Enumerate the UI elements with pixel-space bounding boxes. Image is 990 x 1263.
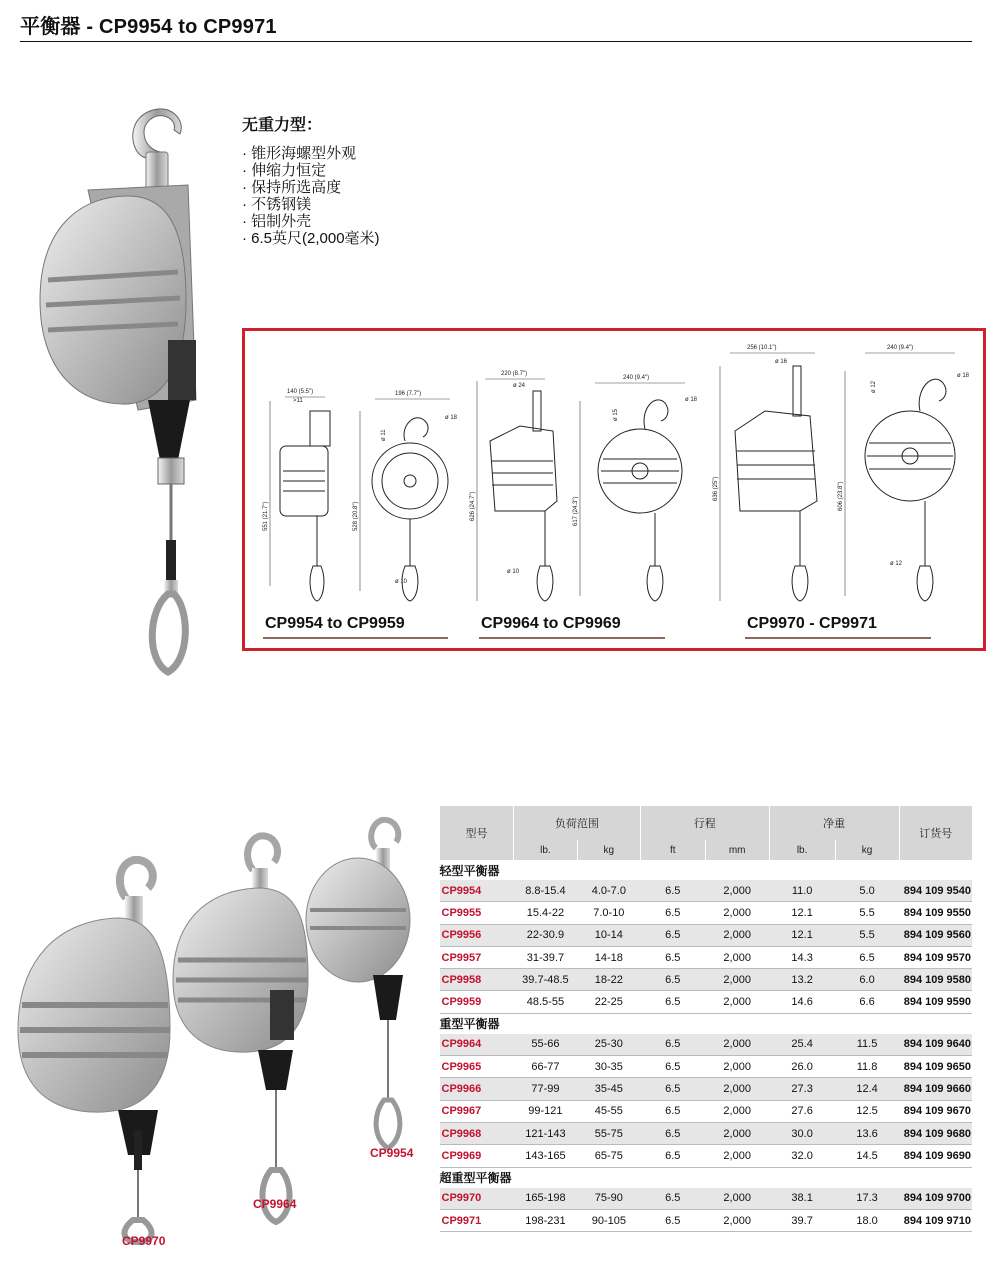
load-kg-cell: 45-55	[577, 1100, 640, 1122]
travel-mm-cell: 2,000	[705, 1056, 769, 1078]
model-cell: CP9967	[440, 1100, 514, 1122]
page-title: 平衡器 - CP9954 to CP9971	[20, 16, 277, 38]
feature-item: · 保持所选高度	[242, 179, 342, 196]
weight-kg-cell: 5.5	[835, 924, 899, 946]
load-kg-cell: 22-25	[577, 991, 640, 1013]
weight-kg-cell: 6.0	[835, 969, 899, 991]
features-heading: 无重力型：	[242, 117, 323, 134]
dim-label: ø 18	[957, 373, 970, 379]
photo-label-cp9964: CP9964	[253, 1197, 297, 1211]
model-cell: CP9964	[440, 1034, 514, 1056]
load-kg-cell: 30-35	[577, 1056, 640, 1078]
col-header-weight: 净重	[769, 806, 899, 840]
load-lb-cell: 31-39.7	[513, 946, 577, 968]
order-number-cell: 894 109 9540	[899, 880, 972, 902]
dim-label: >11	[293, 398, 303, 404]
col-header-load: 负荷范围	[513, 806, 640, 840]
dim-label: 528 (20.8")	[353, 501, 359, 531]
dim-label: 256 (10.1")	[747, 345, 777, 351]
travel-ft-cell: 6.5	[640, 1209, 705, 1231]
table-row	[440, 880, 973, 902]
weight-lb-cell: 27.3	[769, 1078, 835, 1100]
weight-lb-cell: 13.2	[769, 969, 835, 991]
weight-kg-cell: 13.6	[835, 1122, 899, 1144]
load-lb-cell: 22-30.9	[513, 924, 577, 946]
model-cell: CP9966	[440, 1078, 514, 1100]
order-number-cell: 894 109 9560	[899, 924, 972, 946]
travel-mm-cell: 2,000	[705, 924, 769, 946]
travel-ft-cell: 6.5	[640, 969, 705, 991]
load-kg-cell: 90-105	[577, 1209, 640, 1231]
drawing-cp9954-front	[353, 391, 458, 601]
unit-header: kg	[835, 840, 899, 860]
features-list	[242, 112, 380, 247]
weight-lb-cell: 27.6	[769, 1100, 835, 1122]
feature-item: · 伸缩力恒定	[242, 162, 327, 179]
drawing-cp9964-front	[573, 375, 698, 601]
load-lb-cell: 143-165	[513, 1145, 577, 1167]
load-kg-cell: 14-18	[577, 946, 640, 968]
unit-header: lb.	[513, 840, 577, 860]
dim-label: 240 (9.4")	[887, 345, 914, 351]
dim-label: ø 15	[613, 408, 619, 421]
spec-table-body	[440, 860, 973, 1232]
weight-lb-cell: 25.4	[769, 1034, 835, 1056]
load-lb-cell: 15.4-22	[513, 902, 577, 924]
travel-mm-cell: 2,000	[705, 946, 769, 968]
weight-kg-cell: 11.8	[835, 1056, 899, 1078]
photo-label-cp9970: CP9970	[122, 1234, 166, 1248]
spec-table	[439, 806, 972, 1232]
model-cell: CP9959	[440, 991, 514, 1013]
weight-kg-cell: 17.3	[835, 1188, 899, 1210]
weight-lb-cell: 12.1	[769, 902, 835, 924]
travel-ft-cell: 6.5	[640, 1056, 705, 1078]
dim-label: 636 (25")	[713, 476, 719, 501]
travel-ft-cell: 6.5	[640, 880, 705, 902]
caption-underline	[263, 637, 448, 639]
dim-label: 240 (9.4")	[623, 375, 650, 381]
weight-kg-cell: 12.5	[835, 1100, 899, 1122]
dim-label: ø 12	[890, 561, 903, 567]
order-number-cell: 894 109 9670	[899, 1100, 972, 1122]
load-kg-cell: 4.0-7.0	[577, 880, 640, 902]
order-number-cell: 894 109 9550	[899, 902, 972, 924]
travel-ft-cell: 6.5	[640, 991, 705, 1013]
balancer-photo-group	[8, 810, 428, 1250]
dim-label: ø 12	[871, 380, 877, 393]
order-number-cell: 894 109 9710	[899, 1209, 972, 1231]
dim-label: 617 (24.3")	[573, 496, 579, 526]
table-row	[440, 1188, 973, 1210]
col-header-order: 订货号	[899, 806, 972, 860]
travel-mm-cell: 2,000	[705, 880, 769, 902]
unit-header: lb.	[769, 840, 835, 860]
dim-label: 140 (5.5")	[287, 389, 314, 395]
weight-lb-cell: 14.3	[769, 946, 835, 968]
travel-mm-cell: 2,000	[705, 991, 769, 1013]
travel-mm-cell: 2,000	[705, 1209, 769, 1231]
photo-cp9954	[306, 820, 410, 1148]
col-header-travel: 行程	[640, 806, 769, 840]
load-lb-cell: 39.7-48.5	[513, 969, 577, 991]
drawing-cp9970-side	[713, 345, 817, 601]
weight-kg-cell: 5.5	[835, 902, 899, 924]
weight-lb-cell: 32.0	[769, 1145, 835, 1167]
table-row	[440, 924, 973, 946]
dim-label: 220 (8.7")	[501, 371, 528, 377]
dim-label: ø 10	[395, 579, 408, 585]
drawing-cp9964-side	[470, 371, 557, 601]
travel-mm-cell: 2,000	[705, 969, 769, 991]
travel-ft-cell: 6.5	[640, 902, 705, 924]
weight-kg-cell: 11.5	[835, 1034, 899, 1056]
col-header-model: 型号	[440, 806, 514, 860]
travel-mm-cell: 2,000	[705, 902, 769, 924]
model-cell: CP9968	[440, 1122, 514, 1144]
load-kg-cell: 25-30	[577, 1034, 640, 1056]
drawing-cp9954-side	[263, 389, 330, 601]
table-row	[440, 1145, 973, 1167]
load-lb-cell: 8.8-15.4	[513, 880, 577, 902]
group-row	[440, 860, 973, 880]
load-kg-cell: 7.0-10	[577, 902, 640, 924]
model-cell: CP9965	[440, 1056, 514, 1078]
load-lb-cell: 99-121	[513, 1100, 577, 1122]
table-row	[440, 969, 973, 991]
dim-label: 196 (7.7")	[395, 391, 422, 397]
title-divider	[20, 41, 972, 42]
travel-mm-cell: 2,000	[705, 1122, 769, 1144]
travel-mm-cell: 2,000	[705, 1078, 769, 1100]
group-label: 轻型平衡器	[440, 860, 973, 880]
balancer-photo-main	[18, 100, 218, 690]
feature-item: · 6.5英尺(2,000毫米)	[242, 230, 380, 247]
caption-cp9964: CP9964 to CP9969	[481, 615, 621, 632]
model-cell: CP9971	[440, 1209, 514, 1231]
caption-cp9954: CP9954 to CP9959	[265, 615, 405, 632]
travel-ft-cell: 6.5	[640, 1100, 705, 1122]
group-row	[440, 1167, 973, 1188]
dim-label: ø 10	[507, 569, 520, 575]
order-number-cell: 894 109 9700	[899, 1188, 972, 1210]
order-number-cell: 894 109 9580	[899, 969, 972, 991]
photo-cp9970	[18, 860, 170, 1242]
group-label: 超重型平衡器	[440, 1167, 973, 1188]
load-kg-cell: 55-75	[577, 1122, 640, 1144]
travel-mm-cell: 2,000	[705, 1100, 769, 1122]
travel-ft-cell: 6.5	[640, 1034, 705, 1056]
weight-kg-cell: 12.4	[835, 1078, 899, 1100]
load-kg-cell: 65-75	[577, 1145, 640, 1167]
group-label: 重型平衡器	[440, 1013, 973, 1034]
unit-header: mm	[705, 840, 769, 860]
load-lb-cell: 165-198	[513, 1188, 577, 1210]
dim-label: ø 18	[685, 397, 698, 403]
model-cell: CP9955	[440, 902, 514, 924]
order-number-cell: 894 109 9640	[899, 1034, 972, 1056]
model-cell: CP9970	[440, 1188, 514, 1210]
feature-item: · 锥形海螺型外观	[242, 145, 357, 162]
load-lb-cell: 48.5-55	[513, 991, 577, 1013]
weight-lb-cell: 38.1	[769, 1188, 835, 1210]
drawing-cp9970-front	[838, 345, 970, 601]
caption-cp9970: CP9970 - CP9971	[747, 615, 877, 632]
load-kg-cell: 18-22	[577, 969, 640, 991]
weight-lb-cell: 30.0	[769, 1122, 835, 1144]
weight-lb-cell: 14.6	[769, 991, 835, 1013]
load-lb-cell: 121-143	[513, 1122, 577, 1144]
order-number-cell: 894 109 9660	[899, 1078, 972, 1100]
weight-lb-cell: 39.7	[769, 1209, 835, 1231]
unit-header: ft	[640, 840, 705, 860]
travel-ft-cell: 6.5	[640, 1145, 705, 1167]
load-kg-cell: 75-90	[577, 1188, 640, 1210]
load-lb-cell: 55-66	[513, 1034, 577, 1056]
table-row	[440, 1056, 973, 1078]
weight-lb-cell: 26.0	[769, 1056, 835, 1078]
table-row	[440, 1100, 973, 1122]
photo-cp9964	[173, 836, 308, 1222]
order-number-cell: 894 109 9650	[899, 1056, 972, 1078]
table-row	[440, 1034, 973, 1056]
order-number-cell: 894 109 9590	[899, 991, 972, 1013]
table-row	[440, 902, 973, 924]
dim-label: 606 (23.8")	[838, 481, 844, 511]
travel-ft-cell: 6.5	[640, 1122, 705, 1144]
dim-label: ø 24	[513, 383, 526, 389]
dimension-drawings-box	[242, 328, 986, 651]
dim-label: 626 (24.7")	[470, 491, 476, 521]
weight-lb-cell: 11.0	[769, 880, 835, 902]
travel-ft-cell: 6.5	[640, 924, 705, 946]
load-lb-cell: 198-231	[513, 1209, 577, 1231]
feature-item: · 铝制外壳	[242, 213, 312, 230]
load-kg-cell: 35-45	[577, 1078, 640, 1100]
travel-ft-cell: 6.5	[640, 1188, 705, 1210]
caption-underline	[479, 637, 665, 639]
group-row	[440, 1013, 973, 1034]
table-row	[440, 1078, 973, 1100]
weight-lb-cell: 12.1	[769, 924, 835, 946]
travel-ft-cell: 6.5	[640, 946, 705, 968]
weight-kg-cell: 5.0	[835, 880, 899, 902]
weight-kg-cell: 14.5	[835, 1145, 899, 1167]
travel-mm-cell: 2,000	[705, 1188, 769, 1210]
model-cell: CP9969	[440, 1145, 514, 1167]
load-lb-cell: 77-99	[513, 1078, 577, 1100]
table-row	[440, 1122, 973, 1144]
weight-kg-cell: 18.0	[835, 1209, 899, 1231]
dim-label: ø 11	[381, 429, 387, 441]
load-lb-cell: 66-77	[513, 1056, 577, 1078]
order-number-cell: 894 109 9680	[899, 1122, 972, 1144]
dim-label: 551 (21.7")	[263, 501, 269, 531]
order-number-cell: 894 109 9690	[899, 1145, 972, 1167]
weight-kg-cell: 6.6	[835, 991, 899, 1013]
order-number-cell: 894 109 9570	[899, 946, 972, 968]
weight-kg-cell: 6.5	[835, 946, 899, 968]
model-cell: CP9957	[440, 946, 514, 968]
travel-mm-cell: 2,000	[705, 1145, 769, 1167]
table-row	[440, 991, 973, 1013]
travel-ft-cell: 6.5	[640, 1078, 705, 1100]
table-row	[440, 946, 973, 968]
photo-label-cp9954: CP9954	[370, 1146, 414, 1160]
caption-underline	[745, 637, 931, 639]
table-row	[440, 1209, 973, 1231]
unit-header: kg	[577, 840, 640, 860]
load-kg-cell: 10-14	[577, 924, 640, 946]
model-cell: CP9956	[440, 924, 514, 946]
model-cell: CP9954	[440, 880, 514, 902]
model-cell: CP9958	[440, 969, 514, 991]
feature-item: · 不锈钢镁	[242, 196, 312, 213]
dim-label: ø 16	[775, 359, 788, 365]
travel-mm-cell: 2,000	[705, 1034, 769, 1056]
dimension-drawings	[245, 331, 983, 648]
dim-label: ø 18	[445, 415, 458, 421]
